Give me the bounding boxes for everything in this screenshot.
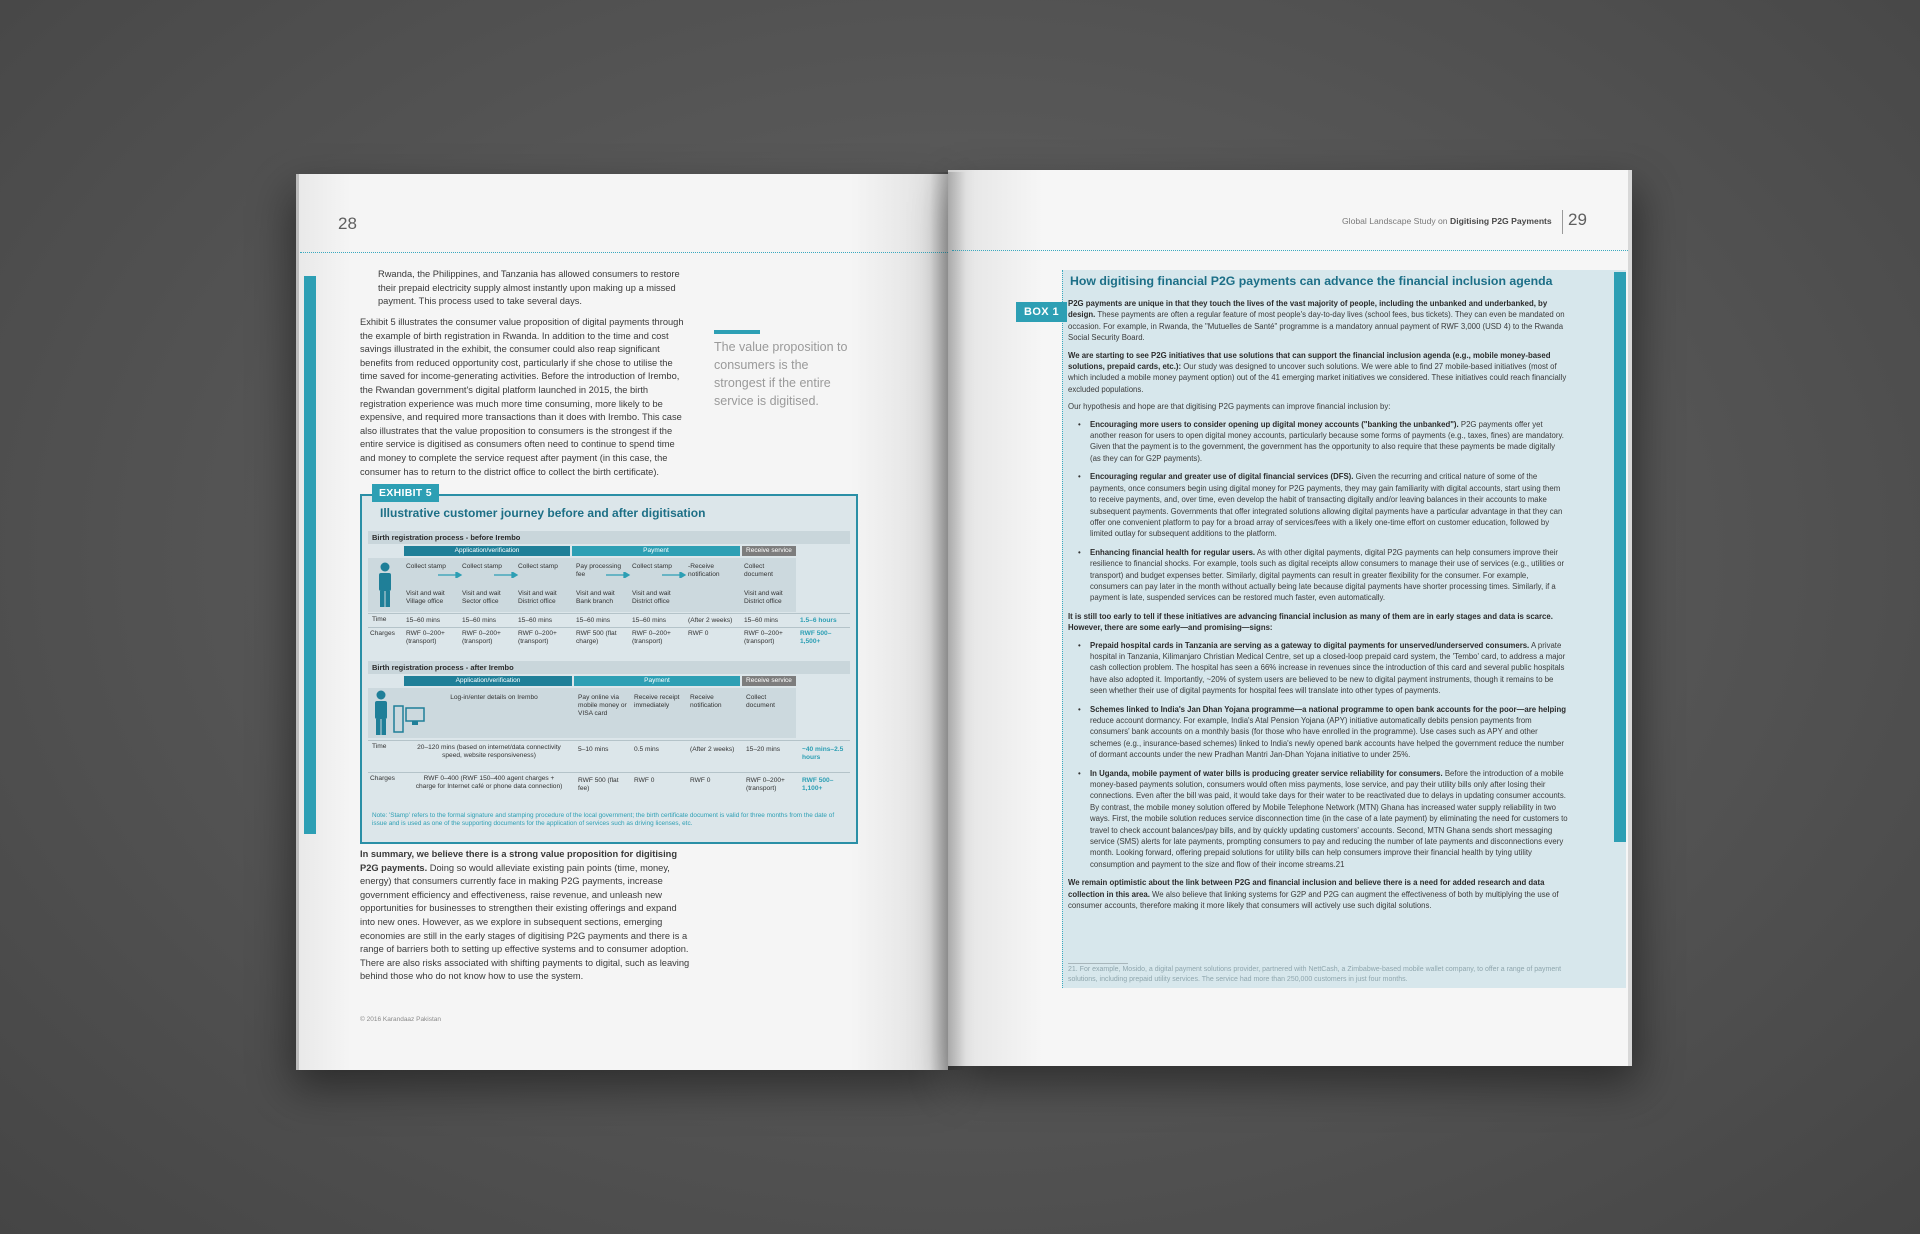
list-item: [1068, 471, 1568, 539]
after-phase-payment: Payment: [574, 676, 740, 686]
bullet-a3-bold: Enhancing financial health for regular users.: [1090, 547, 1256, 557]
before-heading: Birth registration process - before Irembo: [368, 531, 850, 544]
box-paragraph-2: [1068, 350, 1568, 396]
after-step-2: Pay online via mobile money or VISA card: [578, 694, 627, 718]
before-step-3: Collect stamp: [518, 563, 558, 570]
before-time-6: (After 2 weeks): [688, 617, 733, 624]
list-item: [1068, 419, 1568, 465]
after-time-2: 5–10 mins: [578, 746, 609, 753]
before-place-5: Visit and wait District office: [632, 590, 671, 606]
before-time-4: 15–60 mins: [576, 617, 611, 624]
after-charges-rule: [368, 772, 850, 773]
box-body: [1068, 298, 1568, 918]
box-p5-bold: We remain optimistic about the link between P2G and financial inclusion and believe there is a need for added research and data collection in this area.: [1068, 878, 1545, 899]
summary-rest: Doing so would alleviate existing pain points (time, money, energy) that consumers currently face in making P2G payments, increase government efficiency and effectiveness, raise revenue, and unleash new opportunities for businesses to strengthen their existing offerings and expand into new ones. However, as we explore in subsequent sections, emerging economies are still in the early stages of digitising P2G payments and there is a range of barriers both to setting up effective systems and to consumer adoption. There are also risks associated with shifting payments to digital, such as leaving behind those who do not know how to use the system.: [360, 862, 690, 982]
page-number-left: 28: [338, 214, 357, 233]
bullet-a3-rest: As with other digital payments, digital P2G payments can help consumers improve their resilience to financial shocks. For example, tools such as digital receipts allow consumers to manage their use of services (e.g., utilities or transport) and budget expenses better. Similarly, digital payments can result in greater flexibility for the consumer. For example, consumers can pay later in the month without actually being late because digital payments have shorter processing times. Similarly, if a payment is late, suspended services can be restored much faster, even automatically.: [1090, 547, 1565, 603]
bullet-b2-bold: Schemes linked to India's Jan Dhan Yojana programme—a national programme to open bank accounts for the poor—are helping: [1090, 704, 1566, 714]
after-heading: Birth registration process - after Irembo: [368, 661, 850, 674]
bullet-b1-bold: Prepaid hospital cards in Tanzania are serving as a gateway to digital payments for unserved/underserved consumers.: [1090, 640, 1530, 650]
footnote-rule: [1068, 963, 1128, 964]
before-phase-payment: Payment: [572, 546, 740, 556]
after-step-1: Log-in/enter details on Irembo: [450, 694, 538, 701]
box-p4-bold: It is still too early to tell if these initiatives are advancing financial inclusion as many of them are in early stages and data is scarce. However, there are some early—and promising—signs:: [1068, 611, 1553, 633]
box-paragraph-4: [1068, 611, 1568, 634]
bullet-a2-rest: Given the recurring and critical nature of some of the payments, once consumers begin using digital money for P2G payments, they may gain familiarity with digital accounts, start using them to receive payments, and, over time, even develop the habit of transacting digitally and/or leaving balances in their accounts to make subsequent payments. Governments that offer integrated solutions allowing digital payments have a particular advantage in that they can offer one convenient platform to pay for a broad array of services/fees with a likely one-time effort on customer education, followed by limited outlay for subsequent additions to the platform.: [1090, 472, 1563, 539]
box-paragraph-5: [1068, 877, 1568, 911]
before-place-3: Visit and wait District office: [518, 590, 557, 606]
before-step-2: Collect stamp: [462, 563, 502, 570]
box-paragraph-1: [1068, 298, 1568, 344]
before-place-1: Visit and wait Village office: [406, 590, 445, 606]
before-charges-rule: [368, 627, 850, 628]
person-computer-icon: [372, 690, 426, 736]
before-charge-3: RWF 0–200+ (transport): [518, 630, 557, 646]
after-phase-application: Application/verification: [404, 676, 572, 686]
before-time-2: 15–60 mins: [462, 617, 497, 624]
after-step-4: Receive notification: [690, 694, 722, 710]
after-charges-label: Charges: [370, 775, 395, 782]
before-charge-1: RWF 0–200+ (transport): [406, 630, 445, 646]
bullet-b3-rest: Before the introduction of a mobile money-based payments solution, consumers would often miss payments, lose service, and pay their utility bills only after losing their connections. Even after the bill was paid, it would take days for their water to be reactivated due to delays in updating consumer accounts. By contrast, the mobile money solution offered by Mobile Telephone Network (MTN) Ghana has increased water supply reliability in two ways. First, the mobile solution reduces service disconnection time (in the case of a late payment) by eliminating the need for customers to travel to check account balances/pay bills, and by quickly updating customers' accounts. Second, MTN Ghana sends short messaging service (SMS) alerts for late payments, prompting consumers to pay and reducing the number of late payments and disconnections every month. Looking forward, offering prepaid solutions for utility bills can help consumers improve their financial health by tying utility consumption and payment to the size and flow of their income streams.21: [1090, 768, 1568, 869]
before-phase-application: Application/verification: [404, 546, 570, 556]
box-bullet-list-2: [1068, 640, 1568, 871]
intro-text: Rwanda, the Philippines, and Tanzania has allowed consumers to restore their prepaid electricity supply almost instantly upon making up a missed payment. This process used to take several days.: [378, 269, 680, 307]
running-head-prefix: Global Landscape Study on: [1342, 216, 1450, 226]
pull-quote-rule: [714, 330, 760, 334]
after-charge-3: RWF 0: [634, 777, 655, 784]
after-charge-2: RWF 500 (flat fee): [578, 777, 619, 793]
after-time-total: ~40 mins–2.5 hours: [802, 746, 844, 762]
after-phase-receive: Receive service: [742, 676, 796, 686]
box-dotted-edge: [1062, 270, 1063, 988]
after-step-5: Collect document: [746, 694, 775, 710]
bullet-a2-bold: Encouraging regular and greater use of digital financial services (DFS).: [1090, 472, 1354, 482]
before-time-label: Time: [372, 616, 387, 623]
exhibit-title: Illustrative customer journey before and after digitisation: [380, 506, 706, 520]
after-time-4: (After 2 weeks): [690, 746, 735, 753]
bullet-a1-bold: Encouraging more users to consider opening up digital money accounts ("banking the unbanked").: [1090, 419, 1459, 429]
before-place-7: Visit and wait District office: [744, 590, 783, 606]
after-charge-4: RWF 0: [690, 777, 711, 784]
after-charge-total: RWF 500–1,100+: [802, 777, 834, 793]
before-charge-4: RWF 500 (flat charge): [576, 630, 617, 646]
before-charge-7: RWF 0–200+ (transport): [744, 630, 783, 646]
before-place-4: Visit and wait Bank branch: [576, 590, 615, 606]
box-paragraph-3: Our hypothesis and hope are that digitising P2G payments can improve financial inclusion by:: [1068, 402, 1391, 412]
summary-bold: In summary, we believe there is a strong value proposition for digitising P2G payments.: [360, 849, 678, 873]
summary-paragraph: [360, 848, 690, 984]
header-rule-right: [952, 250, 1628, 251]
box-title: How digitising financial P2G payments can advance the financial inclusion agenda: [1070, 274, 1553, 288]
page-number-right: 29: [1568, 210, 1587, 229]
before-step-5: Collect stamp: [632, 563, 672, 570]
before-time-7: 15–60 mins: [744, 617, 779, 624]
copyright: © 2016 Karandaaz Pakistan: [360, 1016, 442, 1023]
exhibit-note: Note: 'Stamp' refers to the formal signature and stamping procedure of the local government; the birth certificate document is valid for three months from the date of issue and is used as one of the supporting documents for the application of services such as driving licenses, etc.: [372, 812, 835, 827]
running-head-title: Digitising P2G Payments: [1449, 216, 1552, 226]
before-phase-receive: Receive service: [742, 546, 796, 556]
header-rule-left: [300, 252, 948, 253]
before-charge-total: RWF 500–1,500+: [800, 630, 832, 646]
before-time-total: 1.5–6 hours: [800, 617, 837, 624]
before-time-rule: [368, 613, 850, 614]
bullet-a1-rest: P2G payments offer yet another reason for users to open digital money accounts, particularly because some forms of payments (e.g., taxes, fines) are mandatory. Given that the payment is to the government, the government has the opportunity to also require that these payments be made digitally (as they can for G2P payments).: [1090, 419, 1564, 463]
pull-quote: The value proposition to consumers is the strongest if the entire service is digitised.: [714, 340, 848, 408]
list-item: [1068, 768, 1568, 871]
after-time-1: 20–120 mins (based on internet/data connectivity speed, website responsiveness): [417, 744, 561, 760]
after-time-5: 15–20 mins: [746, 746, 781, 753]
box-bullet-list-1: [1068, 419, 1568, 604]
before-step-6: -Receive notification: [688, 563, 720, 579]
exhibit-tag: EXHIBIT 5: [372, 484, 439, 502]
after-charge-5: RWF 0–200+ (transport): [746, 777, 785, 793]
box-p1-rest: These payments are often a regular feature of most people's day-to-day lives (school fees, bus tickets). They can even be mandated on occasion. For example, in Rwanda, the "Mutuelles de Santé" programme is a mandatory annual payment of RWF 3,000 (USD 4) to the Rwanda Social Security Board.: [1068, 310, 1565, 343]
spine-shadow: [930, 172, 966, 1070]
before-step-4: Pay processing fee: [576, 563, 622, 579]
before-time-1: 15–60 mins: [406, 617, 441, 624]
before-charge-5: RWF 0–200+ (transport): [632, 630, 671, 646]
running-head-divider: [1562, 210, 1563, 234]
before-step-7: Collect document: [744, 563, 773, 579]
list-item: [1068, 640, 1568, 697]
bullet-b3-bold: In Uganda, mobile payment of water bills is producing greater service reliability for consumers.: [1090, 768, 1443, 778]
box-tag: BOX 1: [1016, 302, 1067, 322]
list-item: [1068, 547, 1568, 604]
running-head: [1342, 216, 1552, 226]
before-charge-2: RWF 0–200+ (transport): [462, 630, 501, 646]
after-time-label: Time: [372, 743, 387, 750]
bullet-b2-rest: reduce account dormancy. For example, India's Atal Pension Yojana (APY) initiative automatically debits pension payments from consumers' bank accounts on a monthly basis (for those who have enrolled in the programme). Use cases such as APY and other schemes (e.g., insurance-based schemes) linked to India's newly opened bank accounts have helped the government reduce the number of dormant accounts under the new Pradhan Mantri Jan-Dhan Yojana initiative to under 25%.: [1090, 716, 1564, 760]
after-step-3: Receive receipt immediately: [634, 694, 680, 710]
person-icon: [374, 562, 396, 608]
before-time-3: 15–60 mins: [518, 617, 553, 624]
before-step-arrows: [438, 572, 738, 578]
body-paragraph-1: Exhibit 5 illustrates the consumer value proposition of digital payments through the example of birth registration in Rwanda. In addition to the time and cost savings illustrated in the exhibit, the consumer could also reap significant benefits from reduced opportunity cost, particularly if she chose to utilise the time saved for income-generating activities. Before the introduction of Irembo, the Rwandan government's digital platform launched in 2015, the birth registration experience was much more time consuming, more likely to be expensive, and required more transactions than it does with Irembo. This case also illustrates that the value proposition to consumers is the strongest if the entire service is digitised as consumers often need to continue to spend time and money to complete the service request after payment (in this case, the consumer has to return to the district office to collect the birth certificate).: [360, 317, 684, 477]
after-charge-1: RWF 0–400 (RWF 150–400 agent charges + charge for Internet café or phone data connection): [415, 775, 563, 791]
before-step-1: Collect stamp: [406, 563, 446, 570]
before-place-2: Visit and wait Sector office: [462, 590, 501, 606]
box-p2-rest: Our study was designed to uncover such solutions. We were able to find 27 mobile-based initiatives (most of which included a mobile money payment option) out of the 41 emerging market initiatives we considered. These initiatives could reach financially excluded populations.: [1068, 362, 1567, 394]
list-item: [1068, 704, 1568, 761]
right-accent-bar: [1614, 272, 1626, 842]
before-time-5: 15–60 mins: [632, 617, 667, 624]
before-charges-label: Charges: [370, 630, 395, 637]
box-p5-rest: We also believe that linking systems for G2P and P2G can augment the effectiveness of both by multiplying the use of consumer accounts, therefore making it more likely that consumers will actively use such digital solutions.: [1068, 889, 1559, 911]
box-p2-bold: We are starting to see P2G initiatives that use solutions that can support the financial inclusion agenda (e.g., mobile money-based solutions, prepaid cards, etc.):: [1068, 350, 1551, 372]
after-time-rule: [368, 740, 850, 741]
bullet-b1-rest: A private hospital in Tanzania, Kilimanjaro Christian Medical Centre, set up a closed-loop prepaid card system, the 'Tembo' card, to address a major cash collection problem. The hospital has seen a 66% increase in revenues since the introduction of this card and several public hospitals have also adopted it. Importantly, ~20% of system users are believed to be new to digital payment instruments, though it remains to be seen whether their use of digital payments for hospital fees will translate into other types of payments.: [1090, 640, 1566, 696]
left-accent-bar: [304, 276, 316, 834]
after-time-3: 0.5 mins: [634, 746, 659, 753]
before-charge-6: RWF 0: [688, 630, 709, 637]
footnote: 21. For example, Mosido, a digital payment solutions provider, partnered with NettCash, a Zimbabwe-based mobile wallet company, to offer a range of payment solutions, including prepaid utility services. The service had more than 250,000 customers in just four months.: [1068, 966, 1562, 983]
box-p1-bold: P2G payments are unique in that they touch the lives of the vast majority of people, including the unbanked and underbanked, by design.: [1068, 299, 1548, 320]
